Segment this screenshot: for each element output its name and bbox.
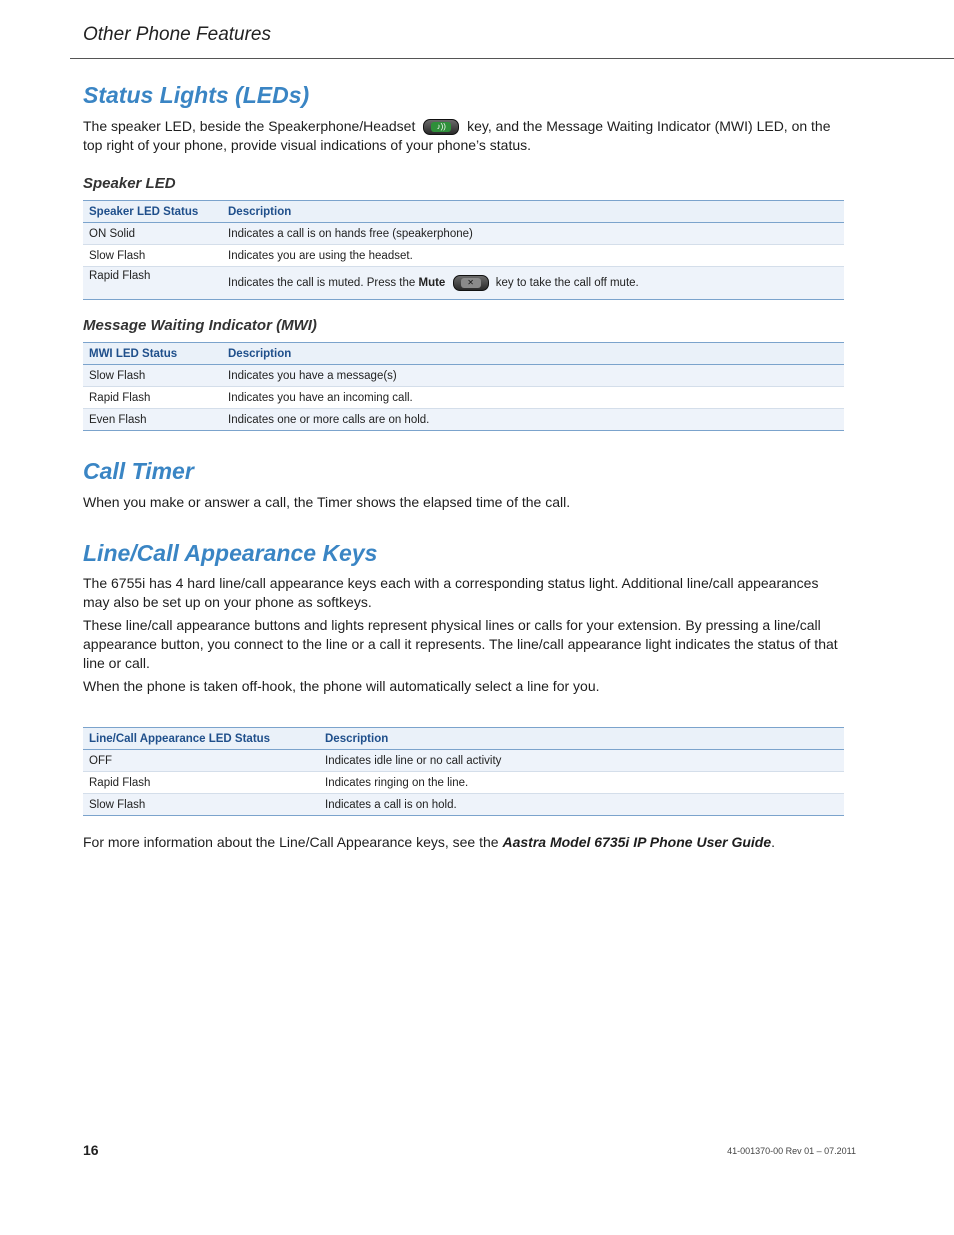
description-cell: Indicates one or more calls are on hold. bbox=[222, 409, 844, 431]
description-cell: Indicates ringing on the line. bbox=[319, 772, 844, 794]
call-timer-text: When you make or answer a call, the Timer shows the elapsed time of the call. bbox=[83, 494, 571, 510]
mute-desc-before: Indicates the call is muted. Press the bbox=[228, 277, 416, 290]
description-cell bbox=[222, 267, 844, 300]
column-header: Description bbox=[222, 201, 844, 223]
line-keys-table bbox=[83, 727, 844, 816]
description-cell: Indicates idle line or no call activity bbox=[319, 750, 844, 772]
table-row bbox=[83, 245, 844, 267]
user-guide-reference: Aastra Model 6735i IP Phone User Guide bbox=[502, 834, 772, 850]
column-header: Description bbox=[319, 728, 844, 750]
status-lights-title: Status Lights (LEDs) bbox=[83, 82, 310, 108]
table-row bbox=[83, 387, 844, 409]
status-cell: ON Solid bbox=[83, 223, 222, 245]
status-cell: Rapid Flash bbox=[83, 387, 222, 409]
status-cell: Even Flash bbox=[83, 409, 222, 431]
line-keys-title: Line/Call Appearance Keys bbox=[83, 540, 378, 566]
description-cell: Indicates you have an incoming call. bbox=[222, 387, 844, 409]
status-cell: Rapid Flash bbox=[83, 772, 319, 794]
intro-text-before: The speaker LED, beside the Speakerphone/Headset bbox=[83, 118, 416, 134]
status-cell: OFF bbox=[83, 750, 319, 772]
header-rule bbox=[70, 58, 954, 59]
column-header: Speaker LED Status bbox=[83, 201, 222, 223]
line-keys-paragraph-3: When the phone is taken off-hook, the phone will automatically select a line for you. bbox=[83, 678, 600, 694]
column-header: Description bbox=[222, 343, 844, 365]
document-id: 41-001370-00 Rev 01 – 07.2011 bbox=[727, 1146, 856, 1156]
column-header: Line/Call Appearance LED Status bbox=[83, 728, 319, 750]
description-cell: Indicates you have a message(s) bbox=[222, 365, 844, 387]
table-row bbox=[83, 365, 844, 387]
line-keys-paragraph-2: These line/call appearance buttons and lights represent physical lines or calls for your extension. By pressing a line/call appearance button, you connect to the line or a call it represents. The line/call appearance light indicates the status of that line or call. bbox=[83, 617, 838, 671]
status-cell: Rapid Flash bbox=[83, 267, 222, 300]
mute-desc-after: key to take the call off mute. bbox=[495, 277, 639, 290]
column-header: MWI LED Status bbox=[83, 343, 222, 365]
speakerphone-headset-key-icon: ♪)) bbox=[423, 119, 459, 135]
table-row bbox=[83, 409, 844, 431]
table-row bbox=[83, 223, 844, 245]
mwi-table bbox=[83, 342, 844, 431]
status-cell: Slow Flash bbox=[83, 245, 222, 267]
description-cell: Indicates a call is on hold. bbox=[319, 794, 844, 816]
mwi-heading: Message Waiting Indicator (MWI) bbox=[83, 317, 317, 334]
table-row bbox=[83, 772, 844, 794]
call-timer-title: Call Timer bbox=[83, 458, 194, 484]
mute-key-icon: ✕ bbox=[453, 275, 489, 291]
status-lights-intro bbox=[83, 117, 847, 155]
more-info-after: . bbox=[771, 834, 776, 850]
intro-text-after: key, and the Message Waiting Indicator (MWI) LED, on the top right of your phone, provide visual indications of your phone’s status. bbox=[83, 118, 831, 153]
table-row bbox=[83, 267, 844, 300]
speaker-led-heading: Speaker LED bbox=[83, 175, 176, 192]
page-number: 16 bbox=[83, 1142, 99, 1158]
description-cell: Indicates a call is on hands free (speakerphone) bbox=[222, 223, 844, 245]
more-info-text bbox=[83, 833, 847, 852]
more-info-before: For more information about the Line/Call Appearance keys, see the bbox=[83, 834, 499, 850]
table-row bbox=[83, 794, 844, 816]
status-cell: Slow Flash bbox=[83, 365, 222, 387]
running-header: Other Phone Features bbox=[83, 24, 271, 45]
description-cell: Indicates you are using the headset. bbox=[222, 245, 844, 267]
status-cell: Slow Flash bbox=[83, 794, 319, 816]
mute-desc-bold: Mute bbox=[418, 277, 446, 290]
speaker-led-table bbox=[83, 200, 844, 300]
table-row bbox=[83, 750, 844, 772]
line-keys-paragraph-1: The 6755i has 4 hard line/call appearance keys each with a corresponding status light. Additional line/call appearances may also be set up on your phone as softkeys. bbox=[83, 575, 819, 610]
